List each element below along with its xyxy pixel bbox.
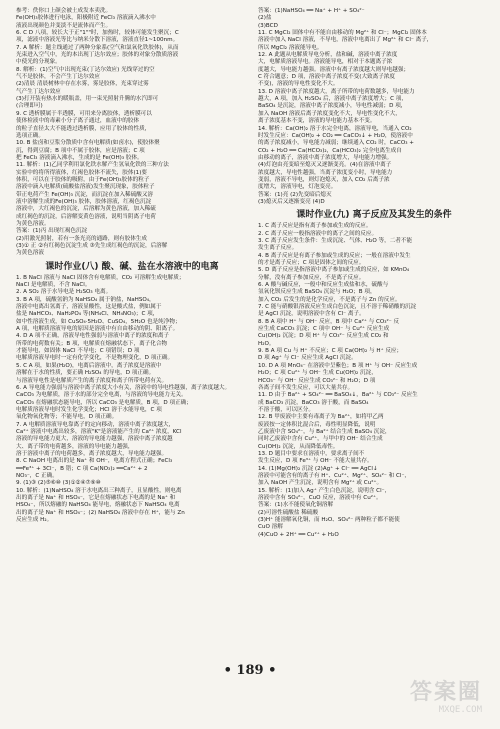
- text-line: (2)用激光照射，若有一条光亮的通路，则有胶体生成: [16, 235, 147, 242]
- text-line: 1. B NaCl 溶液与 NaCl 固体含有电解质，CO₂ 可溶解生成电解质；: [16, 274, 185, 281]
- text-line: 答案：(1)NaHSO₄ ══ Na⁺ + H⁺ + SO₄²⁻: [258, 8, 365, 14]
- watermark-url: MXQE.COM: [438, 705, 482, 715]
- answer-block-9: [258, 223, 490, 539]
- text-line: BaSO₄ 是沉淀，溶液中离子浓度减小，导电性减弱；D 项，: [258, 103, 407, 110]
- text-line: CuO 溶解: [258, 524, 283, 531]
- text-line: 选项正确。: [16, 132, 44, 139]
- text-line: H₂O；C 项 Cu²⁺ 与 OH⁻ 生成 Cu(OH)₂ 沉淀，: [258, 370, 377, 377]
- text-line: 9. (1)③ (2)⑤⑥⑩ (3)①②④⑦⑨⑩: [16, 480, 101, 487]
- text-line: (3)H⁺ 能溶解氧化铜，而 H₂O、SO₄²⁻ 两种粒子都不能使: [258, 517, 400, 524]
- text-line: 如中性溶液生成，如 CuSO₄·5H₂O、CuSO₄，5H₂O 也是纯净物；: [16, 318, 181, 325]
- text-line: 11. C MgCl₂ 固体中有不能自由移动的 Mg²⁺ 和 Cl⁻；MgCl₂ 固体本: [258, 30, 427, 37]
- text-line: (3)BCD: [258, 22, 278, 29]
- text-line: (3)熄灭后又逐渐变亮 (4)D: [258, 198, 325, 205]
- text-line: 的才是离子反应；C 项是固体之间的反应。: [258, 260, 365, 266]
- text-line: NO₃⁻，C 正确。: [16, 472, 58, 479]
- text-line: 沉，得到豆腐；B 项中不属于胶体，应是溶液；C 项: [16, 147, 145, 154]
- text-line: 电解质溶液导电时一定有化学变化，不是物理变化，D 项正确。: [16, 355, 174, 362]
- text-line: 乙废液中含 SO₄²⁻，与 Ba²⁺ 结合生成 BaSO₄ 沉淀，: [258, 428, 391, 435]
- text-line: 变弱，溶液不导电，则灯泡熄灭，加入 CO₂ 后离子浓: [258, 176, 390, 183]
- text-line: 浓度越大，导电性越强，当离子浓度变小时，导电能力: [258, 169, 393, 176]
- text-line: 6. A 导电能力强弱与溶液中离子浓度大小有关，溶液中的导电性越强，离子浓度越大。: [16, 384, 231, 391]
- text-line: HSO₄⁻，所以熔融的 NaHSO₄ 能导电，熔融状态下 NaHSO₄ 电离: [16, 502, 180, 509]
- text-line: HCO₃⁻ 与 OH⁻ 反应生成 CO₃²⁻ 和 H₂O；D 项: [258, 377, 376, 384]
- text-line: 发生反应，D 项 Fe³⁺ 与 OH⁻ 不能大量共存。: [258, 458, 373, 465]
- text-line: 不溶于酸，可以区分。: [258, 406, 314, 413]
- text-line: 所带的电荷数有关；B 项，电解质在熔融状态下，离子化合物: [16, 340, 168, 347]
- text-line: 10. B 盐卤和豆浆分散质中含有电解质(如卤水)，使胶体聚: [16, 140, 160, 147]
- text-line: 出的离子是 Na⁺ 和 HSO₄⁻，它是在熔融状态下电离的是 Na⁺ 和: [16, 495, 176, 501]
- right-column: [258, 8, 490, 539]
- text-line: 9. B A 项 Cu 与 H⁺ 不反应；C 项 Ca(OH)₂ 与 H⁺ 反应；: [258, 348, 403, 355]
- text-line: Cu(OH)₂ 沉淀，从而降低毒性。: [258, 443, 339, 450]
- text-line: C 符合题意；D 项，溶液中离子浓度不变(大致离子浓度: [258, 74, 396, 81]
- text-line: (2)盐: [258, 15, 272, 22]
- text-line: CaCO₃ 为电解质，溶于水的部分完全电离，与溶液的导电能力无关。: [16, 392, 187, 399]
- text-line: (4)灯泡由亮变暗至熄灭又逐渐变亮。(4)在溶液中离子: [258, 162, 392, 169]
- text-line: 不变)，溶液的导电性变化不大。: [258, 81, 339, 88]
- text-line: 溶于溶液中离子的电荷越多，离子浓度越大，导电能力越强。: [16, 450, 168, 457]
- text-line: Cu(OH)₂ 沉淀；D 项 H⁺ 与 CO₃²⁻ 反应生成 CO₂ 和: [258, 333, 389, 340]
- text-line: NaCl 是电解质，不含 NaCl。: [16, 282, 91, 289]
- left-column: [16, 8, 248, 524]
- text-line: 11. D 由于 Ba²⁺ + SO₄²⁻ ══ BaSO₄↓，Ba²⁺ 与 CO₃²⁻ 反应生: [258, 392, 418, 399]
- text-line: 7. A 电解质溶液导电靠离子的定向移动，溶液中离子浓度越大，: [16, 421, 175, 428]
- text-line: H₂O。: [258, 340, 275, 347]
- text-line: 14. 解析：Ca(OH)₂ 溶于水完全电离，溶液导电，当通入 CO₂: [258, 125, 412, 132]
- text-line: 13. D 溶液中离子浓度越大，离子所带的电荷数越多，导电能力: [258, 88, 415, 95]
- text-line: 2. A SO₂ 溶于水导电是 H₂SO₃ 电离。: [16, 289, 112, 296]
- text-line: 盐是 NaHCO₃、NaH₂PO₄ 等(NH₄Cl、NH₄NO₃)；C 项，: [16, 311, 159, 318]
- text-line: 14. (1)Mg(OH)₂ 沉淀 (2)Ag⁺ + Cl⁻ ══ AgCl↓: [258, 465, 378, 472]
- text-line: 实验中的将所得液体，红褐色胶体不流失，胶体(1)要: [16, 169, 147, 176]
- text-line: 度增大，溶液导电，灯泡变亮。: [258, 184, 337, 191]
- text-line: 1. C 离子反应是指有离子参加或生成的反应。: [258, 223, 372, 230]
- text-line: CaCO₃ 在熔融状态能导电，所以 CaCO₃ 是电解质，B 项，D 项正确；: [16, 399, 192, 406]
- text-line: 13. D 题目中要求在溶液中，要求离子间不: [258, 450, 365, 457]
- text-line: 出的离子是 Na⁺ 和 HSO₄⁻；(2) NaHSO₄ 溶液中存在 H⁺，能与 Zn: [16, 509, 185, 516]
- text-line: 4. B 离子反应是有离子参加或生成的反应；一般在溶液中发生: [258, 252, 411, 259]
- text-line: 15. 解析：(1)加入 Ag⁺ 产生白色沉淀，说明含 Cl⁻，: [258, 487, 391, 494]
- text-line: 所以 MgCl₂ 溶液能导电。: [258, 44, 323, 51]
- text-line: 液中溶解生成的Fe(OH)₃ 胶体，胶体溶液，红褐色沉淀: [16, 198, 152, 205]
- text-line: 9. C 透析膜属于半透膜，可用来分离胶体，透析膜可以: [16, 110, 152, 117]
- text-line: Ca²⁺ 溶液中电离出较多，溶液"K"是溶液能产生的 Ca²⁺ 浓度，KCl: [16, 428, 182, 435]
- page-number: • 189 •: [223, 663, 277, 678]
- watermark: [410, 681, 482, 715]
- answer-block-8-cont: [258, 8, 490, 206]
- text-line: 12. B 甲废液中主要有毒离子为 Ba²⁺，如将甲乙两: [258, 414, 384, 421]
- text-line: 答案：(1)水不能使氧化铜溶解: [258, 502, 334, 509]
- text-line: 4. D A 项不正确，溶液导电性强弱与溶液中离子的浓度和离子: [16, 333, 170, 340]
- text-line: 把 FeCl₃ 溶液滴入沸水，生成的是 Fe(OH)₃ 胶体。: [16, 154, 143, 161]
- text-line: (3)① 正 ②有红褐色沉淀生成 ③先生成红褐色的沉淀，后溶解: [16, 243, 168, 249]
- text-line: D 项 Ag⁺ 与 Cl⁻ 反应生成 AgCl 沉淀。: [258, 355, 357, 362]
- text-line: 3. C 离子反应发生条件：生成沉淀、气体、H₂O 等，二者不能: [258, 237, 413, 244]
- text-line: 溶液中电离出氢离子，溶液显酸性，这是酸式盐，例如属于: [16, 304, 162, 311]
- text-line: ══Fe³⁺ + 3Cl⁻，B 错；C 项 Ca(NO₃)₂ ══Ca²⁺ + 2: [16, 465, 148, 472]
- text-line: Fe(OH)₃胶体进行电泳，阳极附近 FeCl₃ 溶液滴入沸水中: [16, 15, 156, 22]
- text-line: 成红褐色的沉淀，后溶解变黄色溶液，说明当阴离子电荷: [16, 213, 156, 220]
- text-line: 是 AgCl 沉淀，说明溶液中含有 Cl⁻ 离子。: [258, 311, 365, 318]
- text-line: 分解，没有离子参加反应，不是离子反应。: [258, 274, 365, 281]
- text-line: 溶解在于水的性质，要正确 H₂SO₄ 的导电，D 项正确。: [16, 370, 155, 377]
- text-line: 溶液中加入 NaCl 溶液，不导电，溶液中电离出了 Mg²⁺ 和 Cl⁻ 离子，: [258, 37, 433, 44]
- text-line: 8. 解析：(1)空气中出现光束(丁达尔效应) 光线穿过的空: [16, 66, 155, 73]
- text-line: 为黄色溶液。: [16, 220, 50, 227]
- text-line: 11. 解析：(1)乙同学利用氯化铁水解产生氢氧化铁的三种方法: [16, 162, 169, 169]
- text-line: 废液按一定体积比混合后，毒性明显降低，说明: [258, 421, 376, 428]
- text-line: 与溶液导电性是电解质产生的离子浓度和离子所带电荷有关。: [16, 377, 168, 384]
- text-line: 大、离子带的电荷越多，溶液的导电能力越强，: [16, 443, 134, 450]
- text-line: 同时乙废液中含有 Cu²⁺，与甲中的 OH⁻ 结合生成: [258, 436, 383, 443]
- text-line: 气不是胶体，不会产生丁达尔效应: [16, 74, 100, 81]
- text-line: 由移动的离子，溶液中离子浓度增大，导电能力增强。: [258, 154, 393, 161]
- text-line: 加入 NaOH 溶液后离子浓度变化不大，导电性变化不大，: [258, 110, 401, 117]
- text-line: 光束进入空气中，光的本出现丁达尔效应；胶体的对象分散质溶液: [16, 52, 179, 59]
- text-line: 时发生反应：Ca(OH)₂ + CO₂ ══ CaCO₃↓ + H₂O，使溶液中: [258, 132, 413, 139]
- text-line: 答案：(1)丙 出现红褐色沉淀: [16, 228, 88, 235]
- text-line: 10. D A 项 MnO₄⁻ 在溶液中呈紫色；B 项 H⁺ 与 OH⁻ 反应生成: [258, 362, 418, 369]
- text-line: CO₂ + H₂O ══ Ca(HCO₃)₂，Ca(HCO₃)₂ 完全电离生成自: [258, 147, 402, 154]
- text-line: 6. A 酸与碱反应，一般中和反应生成盐和水，硫酸与: [258, 282, 389, 289]
- text-line: 的粒子直径太大不能透过透析膜，应用了胶体的性质，: [16, 125, 151, 132]
- text-line: 使体检液中的毒素小分子离子通过，血液中的胶体: [16, 118, 140, 125]
- text-line: (4)CuO + 2H⁺ ══ Cu²⁺ + H₂O: [258, 531, 339, 538]
- text-line: 参考：佚你口上颜会被土成发本卖洗。: [16, 8, 112, 14]
- text-line: 加入 CO₂ 后发生的是化学反应，不是离子与 Zn 的反应。: [258, 296, 401, 303]
- text-line: 液液出现颜色并变淡不是流体而产生。: [16, 22, 112, 29]
- text-line: 加入 NaOH 产生沉淀，说明含有 Mg²⁺ 或 Cu²⁺。: [258, 480, 383, 487]
- text-line: 溶液中含有 SO₄²⁻，CuO 反应，溶液中有 Cu²⁺。: [258, 495, 382, 501]
- answer-block-7: [16, 8, 248, 258]
- text-line: A 项，电解质溶液导电的原因是溶液中有自由移动的阴、阳离子。: [16, 326, 179, 333]
- text-line: 大，电解质溶液导电。溶液能导电，相对于本题离子浓: [258, 59, 393, 66]
- text-line: 电解质溶液导电时发生化学变化；HCl 溶于水能导电，C 项: [16, 406, 162, 413]
- text-line: 7. A 解析：题主线通过了两种分象系(空气和氯氧化铁胶体)，从而: [16, 44, 179, 51]
- text-line: 8. C NaOH 电离出的是 Na⁺ 和 OH⁻，电离方程式正确；FeCl₃: [16, 458, 173, 465]
- text-line: (2)可溶性硫酸盐 稀硫酸: [258, 509, 319, 516]
- text-line: 8. B A 项中 H⁺ 与 OH⁻ 反应，B 项中 Ca²⁺ 与 CO₃²⁻ 反: [258, 318, 400, 325]
- answer-block-8: [16, 275, 248, 525]
- text-line: 越大，A 项，加入 H₂SO₄ 后，溶液中离子浓度增大；C 项，: [258, 96, 407, 103]
- text-line: 成 BaCO₃ 沉淀，BaCO₃ 溶于酸，而 BaSO₄: [258, 399, 369, 406]
- text-line: 7. C 能与硝酸银溶液反应生成白色沉淀，且不溶于稀硝酸的沉淀: [258, 304, 417, 311]
- text-line: 10. 解析：(1)NaHSO₄ 溶于水电离出三种离子，且显酸性，则电离: [16, 487, 182, 494]
- text-line: (合理即可): [16, 103, 43, 110]
- text-line: 5. D 离子反应是指溶液中离子参加或生成的反应，如 KMnO₄: [258, 267, 410, 274]
- text-line: 各离子间不发生反应，可以大量共存。: [258, 384, 354, 391]
- text-line: (2)清晨 清晨树林中存在水雾，雾是胶体，光束穿过雾: [16, 81, 149, 88]
- text-line: 发生离子反应。: [258, 245, 298, 252]
- text-line: 溶液中滴入电解质(硫酸盐溶液)发生聚沉现象，胶体粒子: [16, 184, 155, 191]
- text-line: 离子浓度基本不变，溶液的导电能力基本不变。: [258, 118, 376, 125]
- text-line: 溶液中，大红褐色的沉淀，后溶解为黄色溶液，加入稀硫: [16, 206, 156, 213]
- text-line: 氢氧化钡反应生成 BaSO₄ 沉淀与 H₂O；B 项，: [258, 289, 376, 296]
- text-line: 中使光的分现象。: [16, 59, 61, 66]
- text-line: 3. B A 项，硫酸氢钠为 NaHSO₄ 属于钠盐，NaHSO₄，: [16, 296, 155, 303]
- text-line: 的离子浓度减小，导电能力减弱；继续通入 CO₂ 时，CaCO₃ +: [258, 140, 414, 147]
- section-title-lesson-8: 课时作业(八) 酸、碱、盐在水溶液中的电离: [45, 261, 219, 272]
- text-line: 为黄色溶液: [16, 250, 44, 257]
- text-line: 6. C D 八项，较长大于正"1""时，加热时，较体可能发生聚沉；C: [16, 30, 179, 37]
- text-line: (3)打开装有热水的暖瓶盖，用一束光照射升腾的水汽即可: [16, 96, 159, 103]
- text-line: 溶液的导电能力更大，溶液的导电能力越强，溶液中离子浓度越: [16, 436, 173, 443]
- text-line: 溶液中可能含有的离子有 H⁺、Cu²⁺、Mg²⁺、SO₄²⁻ 和 Cl⁻，: [258, 472, 411, 479]
- text-line: 体积，可以在于胶体的吸附，由于Fe(OH)₃胶体的粒子: [16, 176, 150, 183]
- text-line: 2. C 离子反应一般指溶液中的离子之间的反应。: [258, 230, 378, 237]
- text-line: 才能导电，如固体 NaCl 不导电；C 项错误；D 项: [16, 348, 140, 355]
- text-line: 答案：(1)亮 (2)先变暗后熄灭: [258, 191, 332, 198]
- text-line: 度越大，导电能力越强。溶液中有离子浓度越大则导电越强；: [258, 66, 410, 73]
- text-line: 气产生丁达尔效应: [16, 88, 61, 95]
- text-line: 应生成 CaCO₃ 沉淀；C 项中 OH⁻ 与 Cu²⁺ 反应生成: [258, 326, 390, 333]
- text-line: 氧化物氧化物等；不能导电，D 项正确。: [16, 414, 118, 421]
- watermark-logo: 答案圈: [409, 680, 482, 705]
- text-line: 反应生成 H₂。: [16, 517, 53, 524]
- text-line: 5. C A 项，如果(H₂O)，电离后溶液中，离子浓度是溶液中: [16, 362, 162, 369]
- section-title-lesson-9: 课时作业(九) 离子反应及其发生的条件: [296, 210, 452, 221]
- text-line: 项，滤液中溶液光等比与纳米分散下溶液，溶液直径1~100nm。: [16, 37, 179, 44]
- text-line: 12. A 此题从电解质导电分析，盐和碱，溶液中离子浓度: [258, 52, 398, 59]
- text-line: 带正电荷产生 Fe(OH)₃ 沉淀，而沉淀在加入稀硫酸又溶: [16, 191, 154, 198]
